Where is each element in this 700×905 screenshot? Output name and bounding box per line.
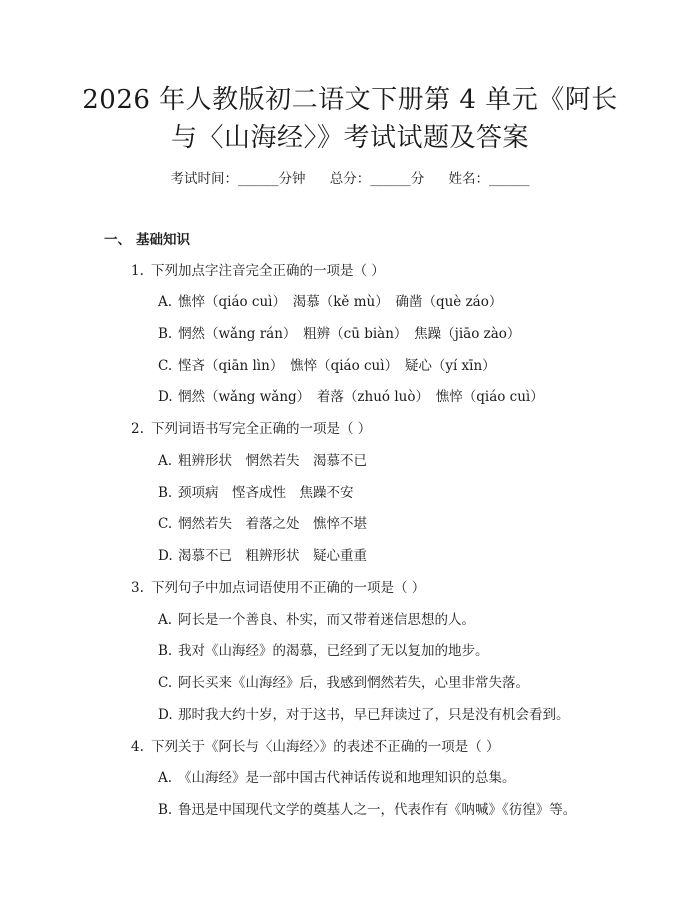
- option-letter: B.: [158, 643, 173, 659]
- question-number: 4.: [131, 739, 144, 755]
- question-number: 1.: [131, 263, 144, 279]
- option-2b: [158, 483, 354, 503]
- option-letter: D.: [158, 389, 173, 405]
- option-1c: [158, 356, 496, 376]
- option-letter: B.: [158, 802, 173, 818]
- question-text: 下列加点字注音完全正确的一项是（ ）: [151, 263, 385, 279]
- option-letter: C.: [158, 358, 173, 374]
- option-text: 悭吝（qiān lìn） 憔悴（qiáo cuì） 疑心（yí xīn）: [178, 358, 496, 374]
- option-2a: [158, 451, 367, 471]
- question-text: 下列关于《阿长与〈山海经〉》的表述不正确的一项是（ ）: [151, 739, 500, 755]
- option-4b: [158, 800, 576, 820]
- option-text: 颈项病 悭吝成性 焦躁不安: [178, 485, 354, 501]
- option-letter: C.: [158, 516, 173, 532]
- exam-title-line1: 2026 年人教版初二语文下册第 4 单元《阿长: [82, 85, 618, 115]
- option-letter: C.: [158, 675, 173, 691]
- option-text: 阿长是一个善良、朴实，而又带着迷信思想的人。: [178, 612, 475, 628]
- option-text: 我对《山海经》的渴慕，已经到了无以复加的地步。: [178, 643, 489, 659]
- option-text: 阿长买来《山海经》后，我感到惘然若失，心里非常失落。: [178, 675, 529, 691]
- option-letter: A.: [158, 770, 173, 786]
- option-text: 粗辨形状 惘然若失 渴慕不已: [178, 453, 367, 469]
- option-letter: A.: [158, 612, 173, 628]
- question-4: [131, 737, 500, 757]
- option-text: 惘然若失 着落之处 憔悴不堪: [178, 516, 367, 532]
- option-text: 鲁迅是中国现代文学的奠基人之一，代表作有《呐喊》《彷徨》等。: [178, 802, 577, 818]
- option-letter: B.: [158, 326, 173, 342]
- exam-title-line2: 与〈山海经〉》考试试题及答案: [170, 123, 529, 153]
- section-number: 一、: [104, 232, 131, 248]
- question-number: 2.: [131, 421, 144, 437]
- option-3c: [158, 673, 529, 693]
- option-2c: [158, 514, 367, 534]
- option-letter: D.: [158, 707, 173, 723]
- option-2d: [158, 546, 367, 566]
- option-text: 憔悴（qiáo cuì） 渴慕（kě mù） 确凿（què záo）: [178, 294, 503, 310]
- question-1: [131, 261, 385, 281]
- option-text: 渴慕不已 粗辨形状 疑心重重: [178, 548, 367, 564]
- option-1d: [158, 387, 544, 407]
- question-2: [131, 419, 371, 439]
- option-letter: B.: [158, 485, 173, 501]
- option-3d: [158, 705, 570, 725]
- section-title: 基础知识: [136, 232, 190, 248]
- option-1a: [158, 292, 502, 312]
- option-letter: A.: [158, 453, 173, 469]
- exam-name-field: 姓名：______: [448, 171, 530, 187]
- option-letter: D.: [158, 548, 173, 564]
- question-text: 下列句子中加点词语使用不正确的一项是（ ）: [151, 580, 426, 596]
- option-4a: [158, 768, 516, 788]
- option-text: 《山海经》是一部中国古代神话传说和地理知识的总集。: [178, 770, 516, 786]
- exam-meta: [0, 169, 700, 189]
- option-3b: [158, 641, 489, 661]
- question-3: [131, 578, 425, 598]
- option-text: 惘然（wǎng wǎng） 着落（zhuó luò） 憔悴（qiáo cuì）: [178, 389, 544, 405]
- exam-score-field: 总分：______分: [329, 171, 425, 187]
- exam-time-field: 考试时间：______分钟: [170, 171, 306, 187]
- question-number: 3.: [131, 580, 144, 596]
- option-letter: A.: [158, 294, 173, 310]
- question-text: 下列词语书写完全正确的一项是（ ）: [151, 421, 372, 437]
- option-text: 那时我大约十岁，对于这书，早已拜读过了，只是没有机会看到。: [178, 707, 570, 723]
- option-3a: [158, 610, 475, 630]
- option-text: 惘然（wǎng rán） 粗辨（cū biàn） 焦躁（jiāo zào）: [178, 326, 521, 342]
- option-1b: [158, 324, 520, 344]
- section-heading: [104, 230, 190, 250]
